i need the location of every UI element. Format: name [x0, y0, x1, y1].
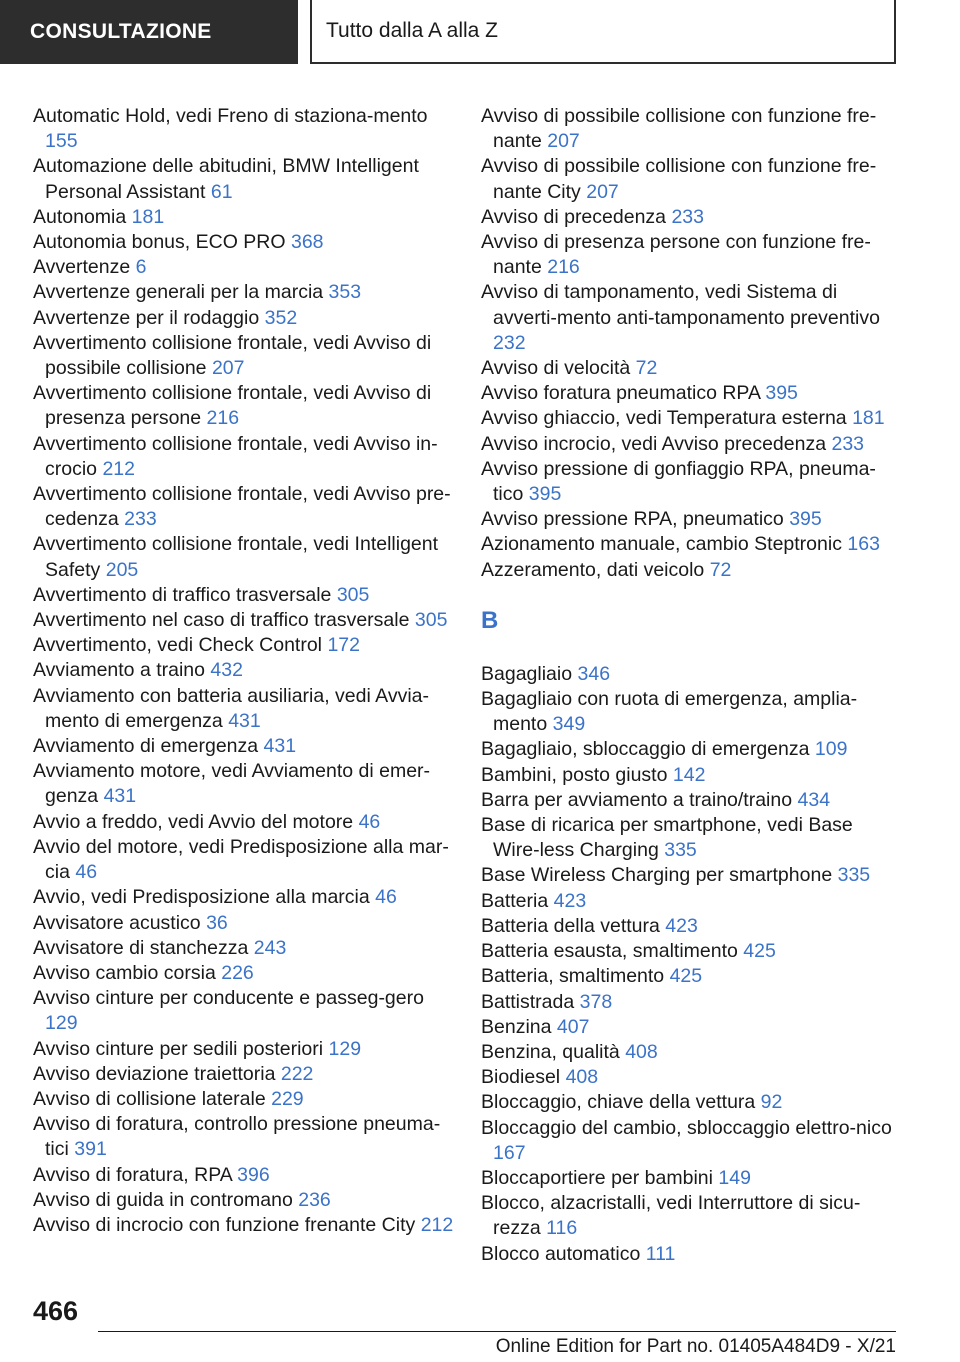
index-entry	[33, 230, 458, 255]
index-entry-term: Avviso di guida in contromano	[33, 1188, 293, 1211]
index-entry	[481, 1065, 901, 1090]
index-entry-term: Blocco, alzacristalli, vedi Interruttore di sicu-rezza	[481, 1192, 861, 1240]
index-entry-term: Batteria	[481, 889, 549, 912]
header-section-tab	[0, 0, 298, 64]
index-entry	[481, 1116, 901, 1166]
index-entry	[33, 482, 458, 532]
index-entry-page-link[interactable]: 207	[211, 357, 245, 380]
index-entry-term: Bagagliaio, sbloccaggio di emergenza	[481, 738, 810, 761]
index-entry-term: Avvio del motore, vedi Predisposizione alla mar-cia	[33, 835, 449, 884]
index-entry-page-link[interactable]: 61	[210, 180, 233, 203]
header-chapter-label: Tutto dalla A alla Z	[326, 19, 498, 42]
index-entry-term: Bagagliaio	[481, 662, 573, 685]
footer-edition-text: Online Edition for Part no. 01405A484D9 - X/21	[495, 1336, 896, 1357]
index-entry	[481, 1191, 901, 1241]
index-entry-term: Avviso incrocio, vedi Avviso precedenza	[481, 432, 827, 455]
index-entry	[481, 1040, 901, 1065]
index-entry	[33, 734, 458, 759]
index-entry	[481, 230, 901, 280]
index-entry-term: Avvisatore di stanchezza	[33, 936, 249, 959]
index-entry	[33, 961, 458, 986]
index-entry-page-link[interactable]: 92	[760, 1091, 783, 1114]
index-entry	[33, 1037, 458, 1062]
index-entry-page-link[interactable]: 408	[625, 1040, 658, 1063]
index-entry-page-link[interactable]: 109	[814, 738, 848, 761]
index-entry-page-link[interactable]: 233	[831, 432, 865, 455]
index-entry	[33, 306, 458, 331]
index-entry-term: Avvertimento di traffico trasversale	[33, 583, 332, 606]
index-entry	[33, 432, 458, 482]
index-entry-page-link[interactable]: 305	[414, 609, 448, 632]
index-entry-page-link[interactable]: 352	[264, 306, 298, 329]
index-entry	[33, 885, 458, 910]
index-entry-term: Avviamento motore, vedi Avviamento di emer-genza	[33, 760, 431, 808]
index-entry-page-link[interactable]: 391	[74, 1138, 107, 1161]
index-entry-term: Avvertimento collisione frontale, vedi Intelligent Safety	[33, 533, 439, 581]
index-entry-page-link[interactable]: 353	[328, 281, 362, 304]
index-entry-term: Autonomia bonus, ECO PRO	[33, 231, 286, 254]
index-entry-term: Avviamento di emergenza	[33, 735, 259, 758]
index-entry	[33, 986, 458, 1036]
index-entry	[33, 205, 458, 230]
index-entry	[33, 280, 458, 305]
index-entry-term: Avviso di possibile collisione con funzione fre-nante	[481, 105, 877, 153]
index-entry	[481, 356, 901, 381]
index-entry-term: Avviso di incrocio con funzione frenante City	[33, 1213, 416, 1236]
index-entry	[33, 911, 458, 936]
index-entry-term: Avvertimento nel caso di traffico trasversale	[33, 609, 410, 632]
header-section-label: CONSULTAZIONE	[30, 20, 212, 43]
index-entry-term: Battistrada	[481, 990, 575, 1013]
index-entry	[33, 1087, 458, 1112]
header-chapter-tab	[310, 0, 896, 64]
index-entry	[481, 889, 901, 914]
index-entry-page-link[interactable]: 408	[565, 1066, 599, 1089]
footer-divider	[98, 1331, 896, 1332]
index-entry	[33, 532, 458, 582]
index-entry	[481, 381, 901, 406]
index-entry-term: Avvisatore acustico	[33, 911, 201, 934]
index-entry	[481, 687, 901, 737]
index-entry-page-link[interactable]: 172	[327, 634, 360, 657]
index-entry-term: Avvertimento collisione frontale, vedi Avviso di possibile collisione	[33, 331, 432, 380]
index-entry-term: Autonomia	[33, 205, 127, 228]
index-entry-page-link[interactable]: 129	[328, 1037, 362, 1060]
index-entry	[481, 432, 901, 457]
index-entry-term: Avvertenze	[33, 256, 131, 279]
index-entry-term: Avviso di tamponamento, vedi Sistema di avverti-mento anti-tamponamento preventivo	[481, 281, 880, 329]
index-entry-term: Azionamento manuale, cambio Steptronic	[481, 533, 842, 556]
index-entry-page-link[interactable]: 46	[75, 861, 98, 884]
index-entry	[481, 763, 901, 788]
index-entry	[33, 1112, 458, 1162]
index-entry-term: Base di ricarica per smartphone, vedi Base Wire-less Charging	[481, 814, 853, 862]
index-entry-page-link[interactable]: 149	[718, 1166, 751, 1189]
index-entry-page-link[interactable]: 212	[102, 457, 135, 480]
index-entry-page-link[interactable]: 425	[743, 940, 776, 963]
index-entry-term: Avviso deviazione traiettoria	[33, 1062, 276, 1085]
index-entry-term: Avviso di velocità	[481, 357, 631, 380]
index-entry-page-link[interactable]: 431	[228, 709, 261, 732]
index-entry-term: Avviso cinture per conducente e passeg-gero	[33, 987, 424, 1010]
index-entry-page-link[interactable]: 212	[420, 1213, 454, 1236]
index-entry-page-link[interactable]: 431	[103, 785, 137, 808]
index-entry-term: Bloccaggio, chiave della vettura	[481, 1091, 756, 1114]
index-entry	[481, 154, 901, 204]
index-entry	[481, 863, 901, 888]
index-entry-page-link[interactable]: 349	[552, 713, 586, 736]
index-entry-term: Avvertenze per il rodaggio	[33, 306, 260, 329]
index-entry	[481, 964, 901, 989]
index-entry	[481, 1242, 901, 1267]
index-entry	[481, 1015, 901, 1040]
index-entry-page-link[interactable]: 243	[253, 936, 287, 959]
index-entry	[33, 381, 458, 431]
index-entry-page-link[interactable]: 46	[358, 810, 381, 833]
index-entry-page-link[interactable]: 181	[852, 407, 885, 430]
index-entry	[481, 1090, 901, 1115]
index-entry-term: Avviamento a traino	[33, 659, 205, 682]
index-entry-page-link[interactable]: 207	[586, 180, 619, 203]
index-entry-page-link[interactable]: 236	[298, 1188, 331, 1211]
index-entry	[33, 633, 458, 658]
index-entry	[33, 154, 458, 204]
index-entry	[481, 457, 901, 507]
index-entry	[33, 1188, 458, 1213]
index-entry-page-link[interactable]: 207	[547, 130, 580, 153]
index-entry-term: Avviso pressione di gonfiaggio RPA, pneuma-tico	[481, 457, 876, 506]
index-entry-page-link[interactable]: 163	[847, 533, 880, 556]
index-entry-page-link[interactable]: 395	[765, 382, 798, 405]
index-entry-page-link[interactable]: 335	[664, 839, 697, 862]
index-entry-term: Avvertimento, vedi Check Control	[33, 634, 323, 657]
index-entry-page-link[interactable]: 6	[135, 256, 147, 279]
index-entry-page-link[interactable]: 72	[709, 558, 732, 581]
index-entry-page-link[interactable]: 72	[635, 357, 658, 380]
page-number: 466	[33, 1296, 79, 1326]
index-entry-term: Avviso ghiaccio, vedi Temperatura esterna	[481, 407, 847, 430]
index-entry-term: Biodiesel	[481, 1066, 561, 1089]
index-column-left	[33, 104, 458, 1238]
index-entry	[33, 608, 458, 633]
index-entry-term: Bambini, posto giusto	[481, 763, 668, 786]
index-entry	[33, 835, 458, 885]
index-entry-term: Avviso cambio corsia	[33, 961, 216, 984]
index-entry-page-link[interactable]: 432	[210, 659, 243, 682]
index-entry-term: Avviso di foratura, RPA	[33, 1163, 232, 1186]
index-entry-page-link[interactable]: 222	[280, 1062, 314, 1085]
index-entry	[481, 104, 901, 154]
index-entry	[481, 406, 901, 431]
index-entry	[33, 759, 458, 809]
index-letter-heading: B	[481, 606, 499, 634]
index-entry-page-link[interactable]: 423	[665, 914, 698, 937]
index-entry-page-link[interactable]: 36	[206, 911, 228, 934]
index-entry-term: Benzina	[481, 1015, 552, 1038]
index-entry	[33, 583, 458, 608]
index-entry-page-link[interactable]: 395	[789, 508, 822, 531]
index-entry	[481, 990, 901, 1015]
index-entry-term: Bloccaggio del cambio, sbloccaggio elettro-nico	[481, 1116, 892, 1139]
index-entry	[33, 104, 458, 154]
index-entry-page-link[interactable]: 423	[553, 889, 587, 912]
index-entry	[481, 532, 901, 557]
index-entry	[481, 737, 901, 762]
index-entry-term: Avviso cinture per sedili posteriori	[33, 1037, 324, 1060]
index-entry-page-link[interactable]: 116	[546, 1217, 578, 1240]
index-entry-term: Automatic Hold, vedi Freno di staziona-mento	[33, 105, 428, 127]
index-entry-term: Benzina, qualità	[481, 1040, 620, 1063]
index-entry-page-link[interactable]: 335	[837, 864, 871, 887]
index-entry-term: Avvio, vedi Predisposizione alla marcia	[33, 886, 370, 909]
index-entry-term: Avvertimento collisione frontale, vedi Avviso di presenza persone	[33, 382, 432, 430]
index-entry	[481, 1166, 901, 1191]
index-entry	[481, 788, 901, 813]
index-entry-page-link[interactable]: 395	[528, 483, 562, 506]
index-entry-term: Avvertenze generali per la marcia	[33, 281, 324, 304]
index-entry-term: Base Wireless Charging per smartphone	[481, 864, 833, 887]
index-entry-page-link[interactable]: 425	[669, 965, 703, 988]
index-entry-term: Avviso di foratura, controllo pressione pneuma-tici	[33, 1113, 441, 1161]
index-entry-page-link[interactable]: 378	[579, 990, 613, 1013]
index-entry-page-link[interactable]: 142	[672, 763, 706, 786]
index-entry-term: Bloccaportiere per bambini	[481, 1166, 713, 1189]
index-entry-page-link[interactable]: 434	[797, 788, 831, 811]
index-entry-term: Batteria esausta, smaltimento	[481, 940, 738, 963]
index-entry-page-link[interactable]: 167	[493, 1141, 526, 1164]
index-entry-page-link[interactable]: 226	[221, 961, 254, 984]
index-entry	[481, 914, 901, 939]
index-entry-page-link[interactable]: 368	[290, 231, 324, 254]
index-entry-page-link[interactable]: 431	[263, 735, 297, 758]
index-entry	[33, 658, 458, 683]
index-entry-page-link[interactable]: 181	[131, 205, 165, 228]
index-entry	[33, 1213, 458, 1238]
index-entry-term: Avvertimento collisione frontale, vedi Avviso in-crocio	[33, 432, 438, 480]
index-entry	[33, 331, 458, 381]
index-entry-page-link[interactable]: 46	[375, 886, 397, 909]
index-group-a	[481, 104, 901, 583]
index-entry-term: Avvertimento collisione frontale, vedi Avviso pre-cedenza	[33, 483, 451, 531]
index-entry	[481, 939, 901, 964]
index-entry	[481, 205, 901, 230]
index-entry-term: Avviso di precedenza	[481, 205, 667, 228]
index-entry-page-link[interactable]: 233	[671, 205, 704, 228]
index-entry-term: Avviamento con batteria ausiliaria, vedi Avvia-mento di emergenza	[33, 684, 429, 732]
index-entry-term: Azzeramento, dati veicolo	[481, 558, 705, 581]
index-entry-page-link[interactable]: 396	[237, 1163, 270, 1186]
index-entry-term: Blocco automatico	[481, 1242, 641, 1265]
index-entry	[33, 1062, 458, 1087]
index-entry-page-link[interactable]: 305	[336, 583, 370, 606]
index-entry-term: Barra per avviamento a traino/traino	[481, 788, 793, 811]
index-entry-term: Avviso pressione RPA, pneumatico	[481, 508, 784, 531]
index-entry	[481, 813, 901, 863]
index-entry-page-link[interactable]: 407	[556, 1015, 590, 1038]
index-entry	[481, 507, 901, 532]
index-entry-page-link[interactable]: 216	[206, 407, 240, 430]
index-entry-page-link[interactable]: 205	[105, 558, 139, 581]
index-entry	[33, 255, 458, 280]
index-entry-page-link[interactable]: 111	[645, 1242, 676, 1265]
index-entry	[33, 936, 458, 961]
index-entry-page-link[interactable]: 216	[547, 256, 580, 279]
index-entry-term: Avvio a freddo, vedi Avvio del motore	[33, 810, 354, 833]
index-entry-term: Batteria della vettura	[481, 914, 660, 937]
index-entry-page-link[interactable]: 155	[45, 130, 78, 153]
index-entry-term: Automazione delle abitudini, BMW Intelligent Personal Assistant	[33, 155, 419, 203]
index-column-right	[481, 104, 901, 1267]
index-entry-page-link[interactable]: 232	[493, 331, 526, 354]
index-entry	[33, 810, 458, 835]
index-entry-term: Avviso foratura pneumatico RPA	[481, 382, 760, 405]
index-entry-term: Batteria, smaltimento	[481, 965, 665, 988]
index-entry	[481, 280, 901, 356]
index-group-b	[481, 662, 901, 1267]
index-entry	[33, 1163, 458, 1188]
index-entry	[481, 558, 901, 583]
index-entry-page-link[interactable]: 233	[124, 508, 157, 531]
index-entry-term: Avviso di possibile collisione con funzione fre-nante City	[481, 155, 877, 203]
index-entry-page-link[interactable]: 229	[271, 1087, 304, 1110]
index-entry-term: Avviso di presenza persone con funzione fre-nante	[481, 231, 871, 279]
index-entry-term: Bagagliaio con ruota di emergenza, amplia-mento	[481, 688, 858, 736]
index-entry-term: Avviso di collisione laterale	[33, 1087, 266, 1110]
index-entry	[33, 684, 458, 734]
index-entry-page-link[interactable]: 346	[577, 662, 611, 685]
index-entry	[481, 662, 901, 687]
index-entry-page-link[interactable]: 129	[45, 1012, 78, 1035]
